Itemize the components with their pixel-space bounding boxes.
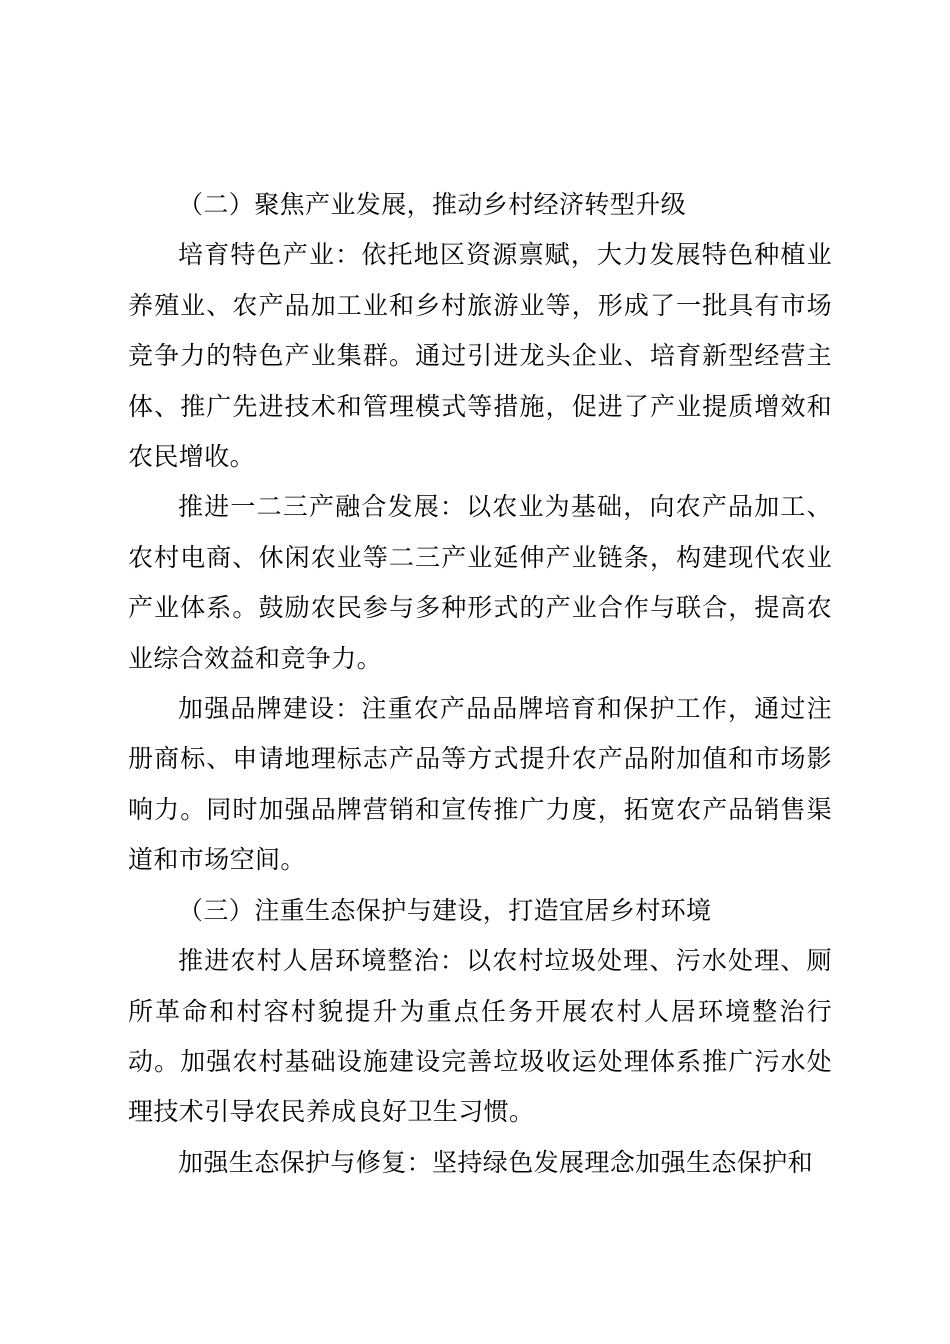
section-heading-2: （二）聚焦产业发展，推动乡村经济转型升级 xyxy=(178,190,687,219)
paragraph-living-environment: 推进农村人居环境整治：以农村垃圾处理、污水处理、厕所革命和村容村貌提升为重点任务开展农村人居环境整治行动。加强农村基础设施建设完善垃圾收运处理体系推广污水处理技术引导农民养成良好卫生习惯。 xyxy=(128,946,832,1127)
paragraph-specialty-industry: 培育特色产业：依托地区资源禀赋，大力发展特色种植业养殖业、农产品加工业和乡村旅游业等，形成了一批具有市场竞争力的特色产业集群。通过引进龙头企业、培育新型经营主体、推广先进技术和管理模式等措施，促进了产业提质增效和农民增收。 xyxy=(128,240,832,472)
document-body xyxy=(128,180,832,1188)
section-heading-3: （三）注重生态保护与建设，打造宜居乡村环境 xyxy=(178,895,712,925)
paragraph-brand-building: 加强品牌建设：注重农产品品牌培育和保护工作，通过注册商标、申请地理标志产品等方式提升农产品附加值和市场影响力。同时加强品牌营销和宣传推广力度，拓宽农产品销售渠道和市场空间。 xyxy=(128,694,832,875)
paragraph-ecological-protection: 加强生态保护与修复：坚持绿色发展理念加强生态保护和 xyxy=(178,1147,814,1177)
paragraph-industry-integration: 推进一二三产融合发展：以农业为基础，向农产品加工、农村电商、休闲农业等二三产业延伸产业链条，构建现代农业产业体系。鼓励农民参与多种形式的产业合作与联合，提高农业综合效益和竞争力。 xyxy=(128,492,832,673)
